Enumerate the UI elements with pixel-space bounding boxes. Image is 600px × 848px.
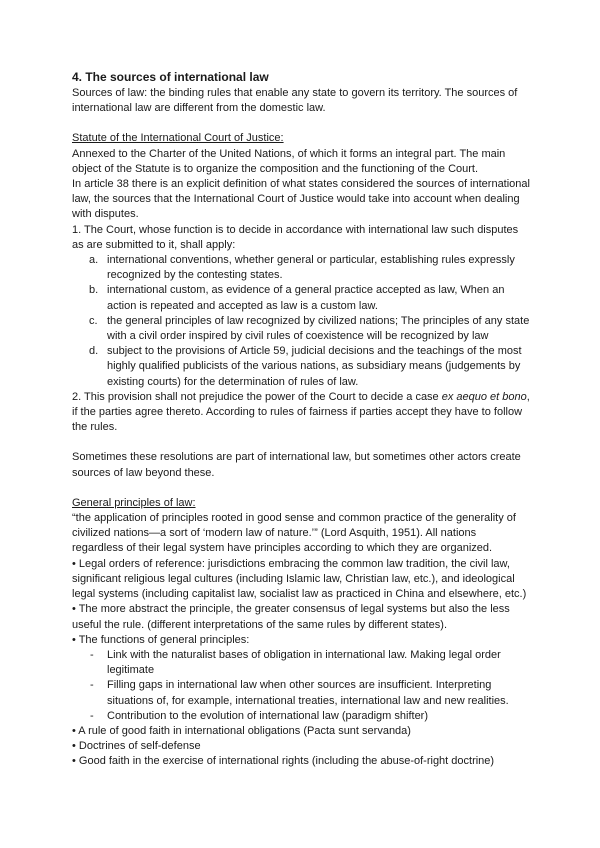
bullet-legal-orders: • Legal orders of reference: jurisdictions embracing the common law tradition, the civil law, significant religious legal cultures (including Islamic law, Christian law, etc.), and ideological legal systems (including capitalist law, socialist law as practiced in China and elsewhere, etc.) [72, 557, 527, 601]
p4-latin-term: ex aequo et bono [441, 390, 527, 403]
bullet-functions: • The functions of general principles: [72, 633, 250, 646]
p4-text-end: , if the parties agree thereto. According to rules of fairness if parties accept they have to follow the rules. [72, 390, 530, 434]
list-marker: c. [89, 314, 98, 327]
list-item-text: international conventions, whether general or particular, establishing rules expressly recognized by the contesting states. [107, 254, 515, 282]
spacer [72, 435, 530, 450]
spacer [72, 116, 530, 131]
list-item [72, 253, 530, 283]
statute-paragraph-1: Annexed to the Charter of the United Nations, of which it forms an integral part. The main object of the Statute is to organize the composition and the functioning of the Court. [72, 147, 506, 175]
resolutions-paragraph: Sometimes these resolutions are part of international law, but sometimes other actors create sources of law beyond these. [72, 451, 521, 479]
list-marker: - [90, 648, 94, 661]
bullet-self-defense: • Doctrines of self-defense [72, 740, 201, 753]
list-item-text: Contribution to the evolution of international law (paradigm shifter) [107, 709, 429, 722]
list-item-text: international custom, as evidence of a general practice accepted as law, When an action is repeated and accepted as law is a custom law. [107, 284, 505, 312]
list-item [72, 678, 530, 708]
list-item-text: Filling gaps in international law when other sources are insufficient. Interpreting situations of, for example, international treaties, international law and new realities. [107, 679, 509, 707]
section-title: 4. The sources of international law [72, 70, 269, 84]
p4-text-start: 2. This provision shall not prejudice the power of the Court to decide a case [72, 390, 442, 403]
statute-paragraph-2: In article 38 there is an explicit definition of what states considered the sources of international law, the sources that the International Court of Justice would take into account when dealing with disputes. [72, 178, 530, 221]
list-marker: a. [89, 254, 99, 267]
list-item [72, 344, 530, 390]
statute-paragraph-4 [72, 390, 530, 436]
list-item [72, 709, 530, 724]
bullet-international-rights: • Good faith in the exercise of international rights (including the abuse-of-right doctrine) [72, 755, 495, 768]
list-marker: d. [89, 345, 99, 358]
article-38-list [72, 253, 530, 390]
statute-paragraph-3: 1. The Court, whose function is to decide in accordance with international law such disputes as are submitted to it, shall apply: [72, 223, 519, 251]
bullet-abstract-principle: • The more abstract the principle, the greater consensus of legal systems but also the less useful the rule. (different interpretations of the same rules by different states). [72, 603, 510, 631]
list-marker: - [90, 679, 94, 692]
list-item-text: subject to the provisions of Article 59, judicial decisions and the teachings of the most highly qualified publicists of the various nations, as subsidiary means (judgements by existing courts) for the determination of rules of law. [107, 345, 522, 388]
statute-heading: Statute of the International Court of Justice: [72, 132, 284, 145]
intro-paragraph: Sources of law: the binding rules that enable any state to govern its territory. The sources of international law are different from the domestic law. [72, 87, 518, 115]
list-item [72, 648, 530, 678]
list-item-text: Link with the naturalist bases of obligation in international law. Making legal order legitimate [107, 648, 501, 677]
list-marker: - [90, 709, 94, 722]
spacer [72, 481, 530, 496]
list-marker: b. [89, 284, 99, 297]
general-principles-heading: General principles of law: [72, 496, 196, 509]
list-item [72, 314, 530, 344]
list-item [72, 283, 530, 313]
functions-list [72, 648, 530, 724]
general-quote: “the application of principles rooted in good sense and common practice of the generality of civilized nations—a sort of ‘modern law of nature.’” (Lord Asquith, 1951). All nations regardless of their legal system have principles according to which they are organized. [72, 512, 516, 555]
list-item-text: the general principles of law recognized by civilized nations; The principles of any state with a civil order inspired by civil rules of coexistence will be recognized by law [107, 314, 530, 343]
bullet-good-faith: • A rule of good faith in international obligations (Pacta sunt servanda) [72, 724, 411, 737]
